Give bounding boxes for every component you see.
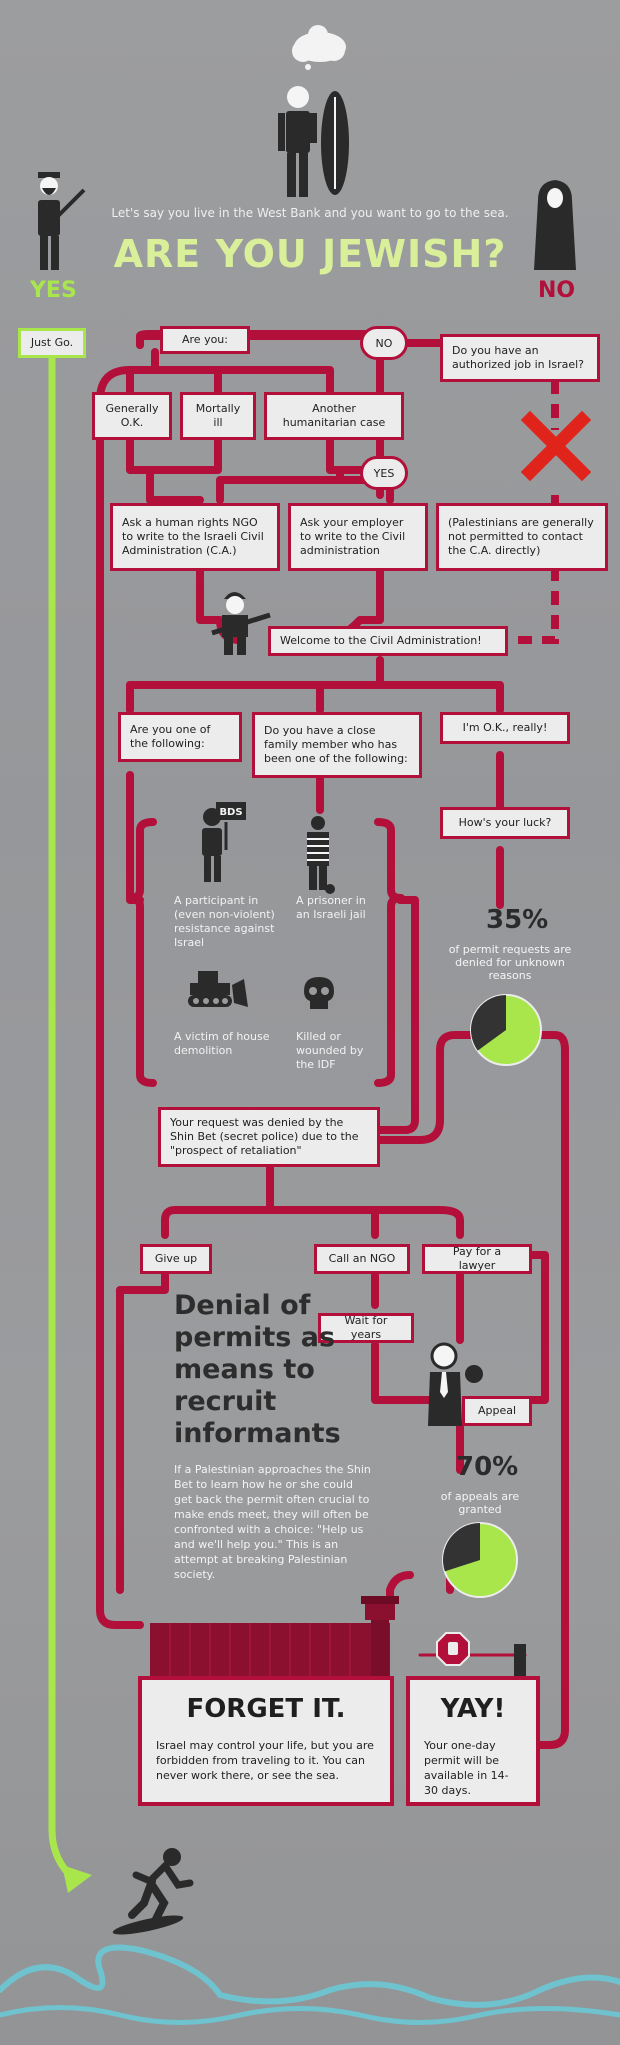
bulldozer-icon [182,965,252,1011]
main-question-title: ARE YOU JEWISH? [113,232,507,276]
skull-icon [302,975,336,1011]
yay-body: Your one-day permit will be available in 14-30 days. [424,1739,509,1797]
no-label: NO [538,278,576,303]
yes-label: YES [30,278,77,303]
appeals-percent: 70% [456,1452,519,1482]
are-you-box: Are you: [160,326,250,354]
give-up-box: Give up [140,1244,212,1274]
appeal-box: Appeal [462,1396,532,1426]
luck-box: How's your luck? [440,807,570,839]
red-x-icon [520,410,592,482]
forget-it-heading: FORGET IT. [186,1694,346,1724]
not-permitted-box: (Palestinians are generally not permitted to contact the C.A. directly) [436,503,608,571]
killed-label: Killed or wounded by the IDF [296,1030,364,1071]
denied-percent: 35% [486,905,549,935]
forget-it-box [138,1676,394,1806]
ask-employer-box: Ask your employer to write to the Civil administration [288,503,428,571]
checkpoint-barrier-icon [506,1640,534,1678]
wait-years-box: Wait for years [318,1313,414,1343]
demolition-label: A victim of house demolition [174,1030,270,1057]
thought-cloud-icon [288,25,348,70]
one-of-box: Are you one of the following: [118,712,242,762]
participant-label: A participant in (even non-violent) resistance against Israel [174,894,275,949]
man-with-surfboard-icon [268,85,358,200]
prisoner-label: A prisoner in an Israeli jail [296,894,366,921]
denied-stat-text: of permit requests are denied for unknown reasons [448,943,572,982]
family-member-box: Do you have a close family member who has been one of the following: [252,712,422,778]
denial-body: If a Palestinian approaches the Shin Bet to learn how he or she could get back the permit often crucial to make ends meet, they will often be confronted with a choice: "Help us and we'll help you." This is an attempt at breaking Palestinian society. [174,1463,371,1581]
forget-it-body: Israel may control your life, but you are forbidden from traveling to it. You can never work there, or see the sea. [156,1739,374,1782]
im-ok-box: I'm O.K., really! [440,712,570,744]
denial-heading: Denial of permits as means to recruit informants [174,1290,341,1449]
watchtower-icon [355,1590,405,1682]
pay-lawyer-box: Pay for a lawyer [422,1244,532,1274]
denied-box: Your request was denied by the Shin Bet (secret police) due to the "prospect of retaliation" [158,1107,380,1167]
humanitarian-box: Another humanitarian case [264,392,404,440]
ask-ngo-box: Ask a human rights NGO to write to the Israeli Civil Administration (C.A.) [110,503,280,571]
authorized-job-box: Do you have an authorized job in Israel? [440,334,600,382]
just-go-box: Just Go. [18,328,86,358]
stop-sign-icon [436,1632,470,1666]
yay-box [406,1676,540,1806]
intro-text: Let's say you live in the West Bank and you want to go to the sea. [111,206,509,220]
appeals-pie-chart [440,1520,520,1600]
call-ngo-box: Call an NGO [314,1244,410,1274]
denied-pie-chart [468,992,544,1068]
bds-protester-icon [192,800,252,884]
no-pill: NO [360,326,408,360]
welcome-box: Welcome to the Civil Administration! [268,626,508,656]
generally-ok-box: Generally O.K. [92,392,172,440]
wave-icon [0,1920,620,2045]
appeals-stat-text: of appeals are granted [440,1490,520,1516]
yes-pill: YES [360,456,408,490]
bds-sign-text: BDS [219,807,243,818]
mortally-ill-box: Mortally ill [180,392,256,440]
prisoner-icon [298,815,338,895]
yay-heading: YAY! [440,1694,506,1724]
